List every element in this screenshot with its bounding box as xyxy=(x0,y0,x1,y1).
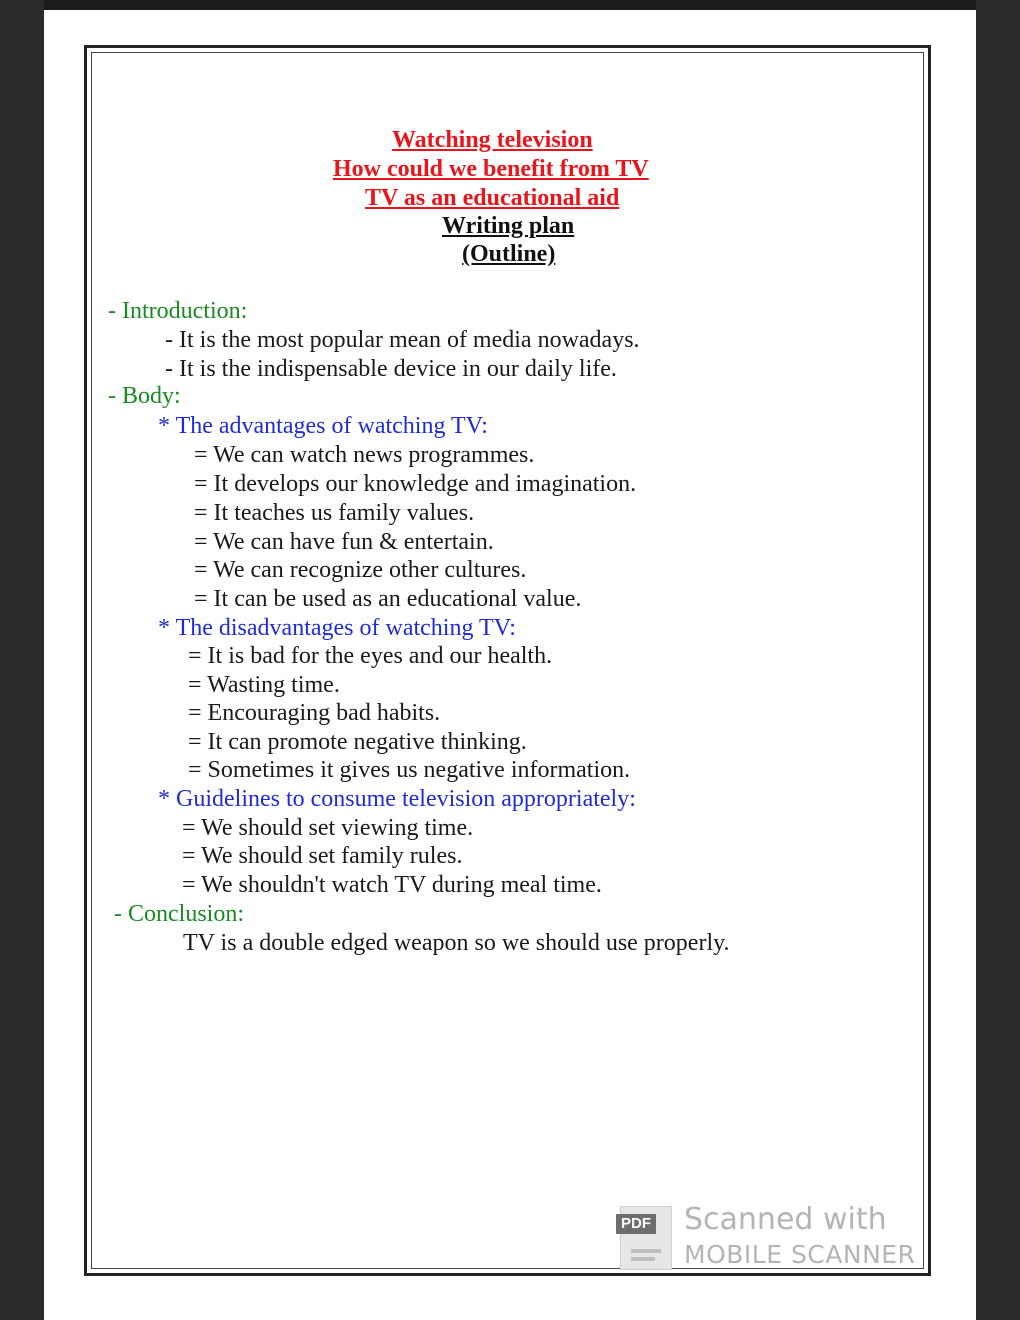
pdf-label: PDF xyxy=(616,1214,656,1234)
introduction-point: - It is the indispensable device in our daily life. xyxy=(165,356,617,382)
advantage-point: = We can have fun & entertain. xyxy=(194,529,494,555)
disadvantage-point: = It is bad for the eyes and our health. xyxy=(188,643,553,669)
title-watching-television: Watching television xyxy=(392,127,593,153)
conclusion-heading: - Conclusion: xyxy=(114,901,244,927)
scan-edge-top xyxy=(0,0,1020,10)
title-writing-plan: Writing plan xyxy=(442,213,575,239)
watermark-app-name: MOBILE SCANNER xyxy=(684,1240,916,1269)
title-outline: (Outline) xyxy=(462,241,556,267)
introduction-point: - It is the most popular mean of media nowadays. xyxy=(165,327,640,353)
guidelines-heading: * Guidelines to consume television appropriately: xyxy=(158,786,636,812)
guideline-point: = We should set family rules. xyxy=(182,843,463,869)
advantage-point: = It teaches us family values. xyxy=(194,500,475,526)
advantage-point: = It develops our knowledge and imagination. xyxy=(194,471,637,497)
introduction-heading: - Introduction: xyxy=(108,298,248,324)
watermark-scanned-with: Scanned with xyxy=(684,1202,887,1237)
title-benefit: How could we benefit from TV xyxy=(333,156,649,182)
disadvantage-point: = Wasting time. xyxy=(188,672,340,698)
advantages-heading: * The advantages of watching TV: xyxy=(158,413,488,439)
advantage-point: = We can watch news programmes. xyxy=(194,442,535,468)
conclusion-text: TV is a double edged weapon so we should use properly. xyxy=(183,930,730,956)
advantage-point: = We can recognize other cultures. xyxy=(194,557,527,583)
guideline-point: = We should set viewing time. xyxy=(182,815,474,841)
body-heading: - Body: xyxy=(108,383,181,409)
disadvantage-point: = Encouraging bad habits. xyxy=(188,700,441,726)
scan-edge-left xyxy=(0,0,44,1320)
scanner-watermark xyxy=(612,1200,932,1276)
scan-edge-right xyxy=(976,0,1020,1320)
disadvantage-point: = It can promote negative thinking. xyxy=(188,729,527,755)
advantage-point: = It can be used as an educational value. xyxy=(194,586,582,612)
disadvantage-point: = Sometimes it gives us negative information. xyxy=(188,757,631,783)
title-educational-aid: TV as an educational aid xyxy=(365,185,620,211)
disadvantages-heading: * The disadvantages of watching TV: xyxy=(158,615,516,641)
guideline-point: = We shouldn't watch TV during meal time. xyxy=(182,872,602,898)
